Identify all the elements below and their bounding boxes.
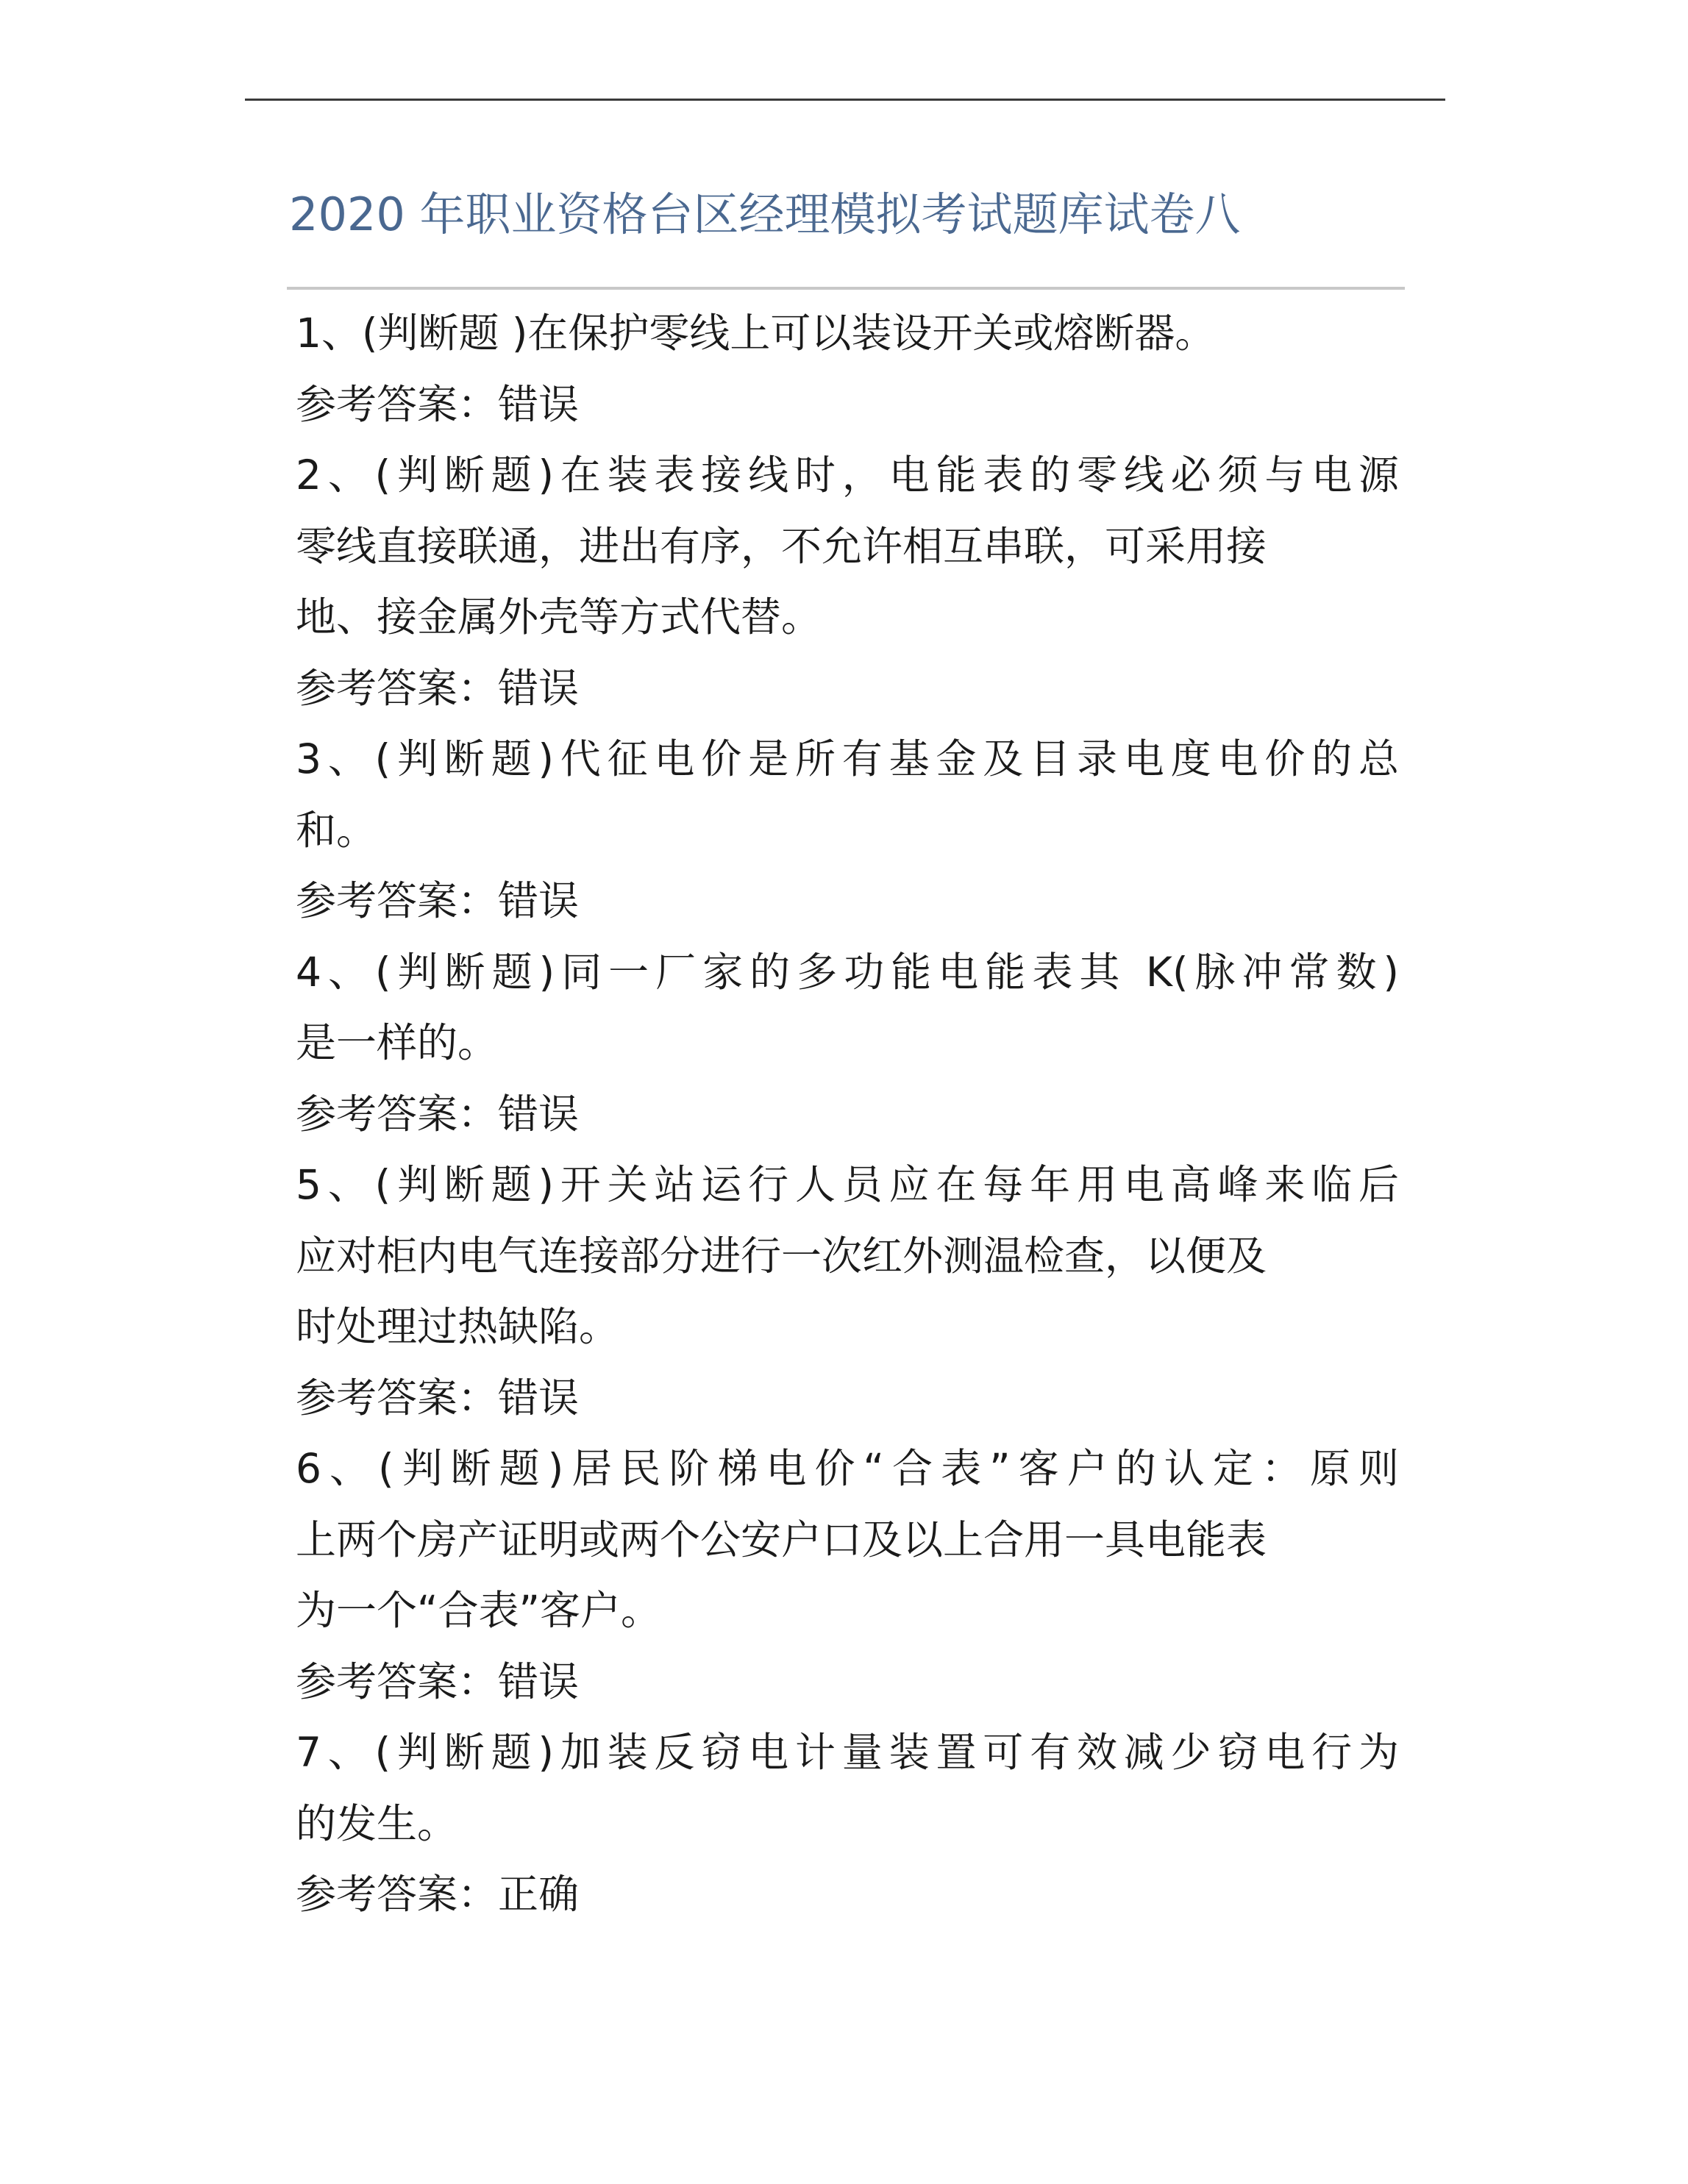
question-text-line: 应对柜内电气连接部分进行一次红外测温检查，以便及 xyxy=(296,1232,1267,1280)
header-rule xyxy=(245,99,1445,101)
question-text-line: 5、(判断题)开关站运行人员应在每年用电高峰来临后 xyxy=(296,1161,1399,1208)
question-list xyxy=(296,298,1399,1930)
answer-line: 参考答案：错误 xyxy=(296,380,580,428)
answer-line: 参考答案：错误 xyxy=(296,877,580,924)
question-text-line: 的发生。 xyxy=(296,1799,458,1847)
question-text-line: 2、(判断题)在装表接线时，电能表的零线必须与电源 xyxy=(296,452,1399,499)
question-text-line: 为一个“合表”客户。 xyxy=(296,1587,661,1634)
question-text-line: 零线直接联通，进出有序，不允许相互串联，可采用接 xyxy=(296,522,1267,570)
answer-line: 参考答案：正确 xyxy=(296,1871,580,1918)
question-text-line: 7、(判断题)加装反窃电计量装置可有效减少窃电行为 xyxy=(296,1729,1399,1776)
question-text-line: 是一样的。 xyxy=(296,1019,499,1066)
question-4 xyxy=(296,937,1399,1150)
question-1 xyxy=(296,298,1399,440)
question-5 xyxy=(296,1149,1399,1433)
document-title: 2020 年职业资格台区经理模拟考试题库试卷八 xyxy=(289,188,1241,241)
question-text-line: 上两个房产证明或两个公安户口及以上合用一具电能表 xyxy=(296,1516,1267,1563)
question-text-line: 4、(判断题)同一厂家的多功能电能表其 K(脉冲常数) xyxy=(296,948,1399,996)
question-7 xyxy=(296,1717,1399,1930)
title-divider xyxy=(287,287,1405,290)
question-text-line: 地、接金属外壳等方式代替。 xyxy=(296,593,822,640)
question-text-line: 3、(判断题)代征电价是所有基金及目录电度电价的总 xyxy=(296,735,1399,782)
question-text-line: 1、(判断题 )在保护零线上可以装设开关或熔断器。 xyxy=(296,310,1216,357)
question-text-line: 和。 xyxy=(296,806,377,854)
answer-line: 参考答案：错误 xyxy=(296,1657,580,1705)
answer-line: 参考答案：错误 xyxy=(296,664,580,712)
question-text-line: 6、(判断题)居民阶梯电价“合表”客户的认定：原则 xyxy=(296,1445,1399,1492)
answer-line: 参考答案：错误 xyxy=(296,1090,580,1138)
question-6 xyxy=(296,1433,1399,1717)
question-3 xyxy=(296,724,1399,937)
question-text-line: 时处理过热缺陷。 xyxy=(296,1303,620,1350)
question-2 xyxy=(296,440,1399,724)
answer-line: 参考答案：错误 xyxy=(296,1374,580,1421)
